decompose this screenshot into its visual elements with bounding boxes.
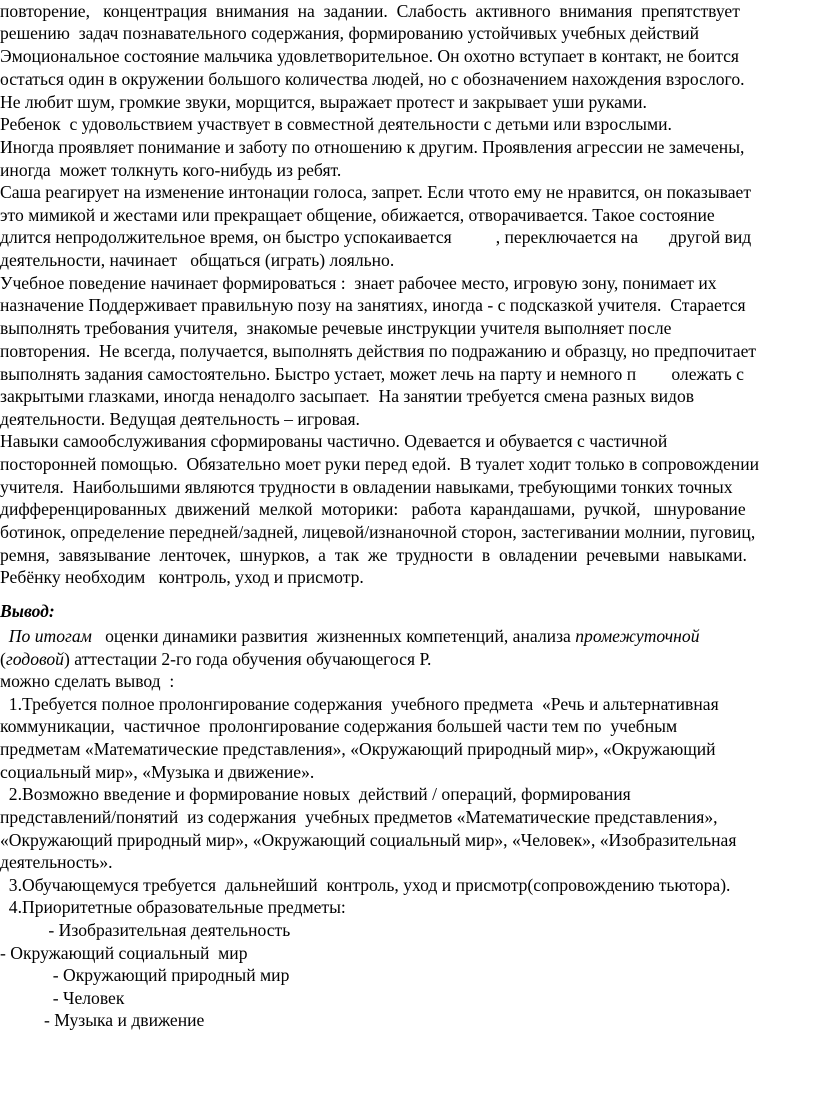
conclusion-item-line: деятельность». <box>0 852 113 872</box>
subject-item: - Человек <box>0 988 125 1008</box>
text-line: Навыки самообслуживания сформированы частично. Одевается и обувается с частичной <box>0 431 668 451</box>
subject-item: - Изобразительная деятельность <box>0 920 291 940</box>
text-line: ботинок, определение передней/задней, лицевой/изнаночной сторон, застегивании молнии, пуговиц, <box>0 522 756 542</box>
text-line: остаться один в окружении большого количества людей, но с обозначением нахождения взрослого. <box>0 69 745 89</box>
text-line: решению задач познавательного содержания, формированию устойчивых учебных действий <box>0 23 700 43</box>
conclusion-item-line: предметам «Математические представления», «Окружающий природный мир», «Окружающий <box>0 739 716 759</box>
intro-text: ) аттестации 2-го года обучения обучающегося Р. <box>63 649 432 669</box>
conclusion-item-line: представлений/понятий из содержания учебных предметов «Математические представления», <box>0 807 718 827</box>
conclusion-item-line: 3.Обучающемуся требуется дальнейший контроль, уход и присмотр(сопровождению тьютора). <box>0 875 731 895</box>
intro-italic-term: промежуточной <box>575 626 700 646</box>
conclusion-item-line: 1.Требуется полное пролонгирование содержания учебного предмета «Речь и альтернативная <box>0 694 719 714</box>
conclusion-intro-line <box>0 648 431 671</box>
text-line: выполнять задания самостоятельно. Быстро устает, может лечь на парту и немного п олежать с <box>0 364 744 384</box>
text-line: Не любит шум, громкие звуки, морщится, выражает протест и закрывает уши руками. <box>0 92 647 112</box>
text-line: закрытыми глазками, иногда ненадолго засыпает. На занятии требуется смена разных видов <box>0 386 695 406</box>
text-line: деятельности. Ведущая деятельность – игровая. <box>0 409 360 429</box>
subject-item: - Окружающий природный мир <box>0 965 290 985</box>
conclusion-item-line: 2.Возможно введение и формирование новых действий / операций, формирования <box>0 784 631 804</box>
text-line: учителя. Наибольшими являются трудности в овладении навыками, требующими тонких точных <box>0 477 733 497</box>
text-line: Иногда проявляет понимание и заботу по отношению к другим. Проявления агрессии не замечены, <box>0 137 745 157</box>
conclusion-intro-line: можно сделать вывод : <box>0 671 175 691</box>
text-line: это мимикой и жестами или прекращает общение, обижается, отворачивается. Такое состояние <box>0 205 715 225</box>
subject-item: - Окружающий социальный мир <box>0 943 248 963</box>
text-line: Учебное поведение начинает формироваться : знает рабочее место, игровую зону, понимает их <box>0 273 717 293</box>
text-line: Эмоциональное состояние мальчика удовлетворительное. Он охотно вступает в контакт, не боится <box>0 46 740 66</box>
text-line: Ребёнку необходим контроль, уход и присмотр. <box>0 567 364 587</box>
conclusion-item-line: социальный мир», «Музыка и движение». <box>0 762 315 782</box>
conclusion-item-line: «Окружающий природный мир», «Окружающий социальный мир», «Человек», «Изобразительная <box>0 830 737 850</box>
text-line: назначение Поддерживает правильную позу на занятиях, иногда - с подсказкой учителя. Старается <box>0 295 746 315</box>
intro-italic-term: годовой <box>5 649 64 669</box>
text-line: посторонней помощью. Обязательно моет руки перед едой. В туалет ходит только в сопровождении <box>0 454 760 474</box>
text-line: повторения. Не всегда, получается, выполнять действия по подражанию и образцу, но предпочитает <box>0 341 757 361</box>
conclusion-item-line: 4.Приоритетные образовательные предметы: <box>0 897 346 917</box>
intro-italic-lead: По итогам <box>0 626 92 646</box>
text-line: деятельности, начинает общаться (играть) лояльно. <box>0 250 395 270</box>
text-line: Саша реагирует на изменение интонации голоса, запрет. Если чтото ему не нравится, он показывает <box>0 182 752 202</box>
text-line: ремня, завязывание ленточек, шнурков, а так же трудности в овладении речевыми навыками. <box>0 545 747 565</box>
text-line: иногда может толкнуть кого-нибудь из ребят. <box>0 160 342 180</box>
text-line: длится непродолжительное время, он быстро успокаивается , переключается на другой вид <box>0 227 752 247</box>
text-line: дифференцированных движений мелкой моторики: работа карандашами, ручкой, шнурование <box>0 499 746 519</box>
subject-item: - Музыка и движение <box>0 1010 205 1030</box>
conclusion-item-line: коммуникации, частичное пролонгирование содержания большей части тем по учебным <box>0 716 678 736</box>
conclusion-intro-line <box>0 625 700 648</box>
intro-paren: ( <box>0 649 6 669</box>
conclusion-heading: Вывод: <box>0 601 55 621</box>
text-line: повторение, концентрация внимания на задании. Слабость активного внимания препятствует <box>0 1 740 21</box>
text-line: выполнять требования учителя, знакомые речевые инструкции учителя выполняет после <box>0 318 672 338</box>
intro-text: оценки динамики развития жизненных компетенций, анализа <box>91 626 576 646</box>
text-line: Ребенок с удовольствием участвует в совместной деятельности с детьми или взрослыми. <box>0 114 672 134</box>
